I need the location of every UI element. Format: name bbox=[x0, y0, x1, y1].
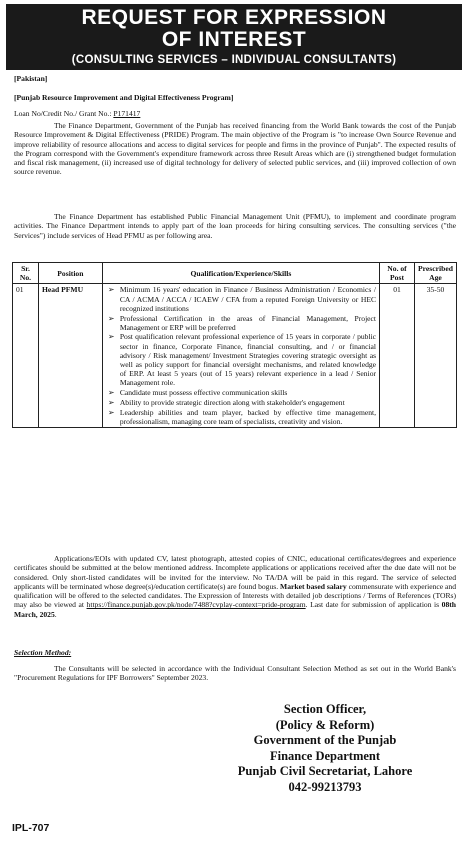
signature-line-2: (Policy & Reform) bbox=[275, 717, 375, 732]
cell-qualification bbox=[102, 284, 379, 428]
application-text-b: commensurate with experience and qualification will be offered to the selected candidates. The Expression of Interests with detailed job descriptions / Terms of References (TORs) may also be viewed at bbox=[14, 581, 456, 610]
loan-line bbox=[14, 109, 140, 118]
list-item bbox=[106, 408, 376, 426]
intro-paragraph: The Finance Department, Government of the Punjab has received financing from the World Bank towards the cost of the Punjab Resource Improvement & Digital Effectiveness (PRIDE) Program. The main objective of the Program is "to increase Own Source Revenue and improve reliability of resource allocations and access to digital services for people and firms in the province of Punjab". The expected results of the Program correspond with the Government's expenditure framework across three Result Areas which are (i) strengthened budget formulation and fiscal risk management, (ii) increased use of digital technology for delivery of selected public services, and (iii) improved collection of own source revenue. bbox=[14, 121, 456, 177]
cell-position: Head PFMU bbox=[38, 284, 102, 428]
title-banner bbox=[6, 4, 462, 70]
subtitle: (CONSULTING SERVICES – INDIVIDUAL CONSULTANTS) bbox=[71, 54, 397, 66]
country-label: [Pakistan] bbox=[14, 74, 48, 83]
ipl-number: IPL-707 bbox=[12, 822, 50, 834]
header-age: Prescribed Age bbox=[414, 263, 456, 284]
application-text-a: Applications/EOIs with updated CV, latest photograph, attested copies of CNIC, educational certificates/degrees and experience certificates should be submitted at the below mentioned address. Incomplete applications or applications received after the due date will not be considered. Only short-listed candidates will be invited for the interview. No TA/DA will be paid in this regard. The service of selected applicants will be terminated whose degree(s)/education certificate(s) are found bogus. bbox=[14, 554, 456, 591]
header-position: Position bbox=[38, 263, 102, 284]
header-sr: Sr. No. bbox=[13, 263, 39, 284]
application-text-c: . Last date for submission of application is bbox=[305, 600, 442, 610]
selection-paragraph: The Consultants will be selected in accordance with the Individual Consultant Selection Method as set out in the World Bank's "Procurement Regulations for IPF Borrowers" September 2023. bbox=[14, 664, 456, 683]
cell-sr: 01 bbox=[13, 284, 39, 428]
list-item bbox=[106, 332, 376, 387]
qualification-text: Candidate must possess effective communication skills bbox=[119, 388, 288, 398]
arrow-bullet-icon: ➢ bbox=[107, 313, 115, 323]
application-paragraph bbox=[14, 554, 456, 619]
list-item bbox=[106, 398, 376, 407]
signature-line-5: Punjab Civil Secretariat, Lahore bbox=[237, 764, 413, 778]
deadline-date: 08th March, 2025 bbox=[14, 600, 456, 619]
table-header-row bbox=[13, 263, 457, 284]
pfmu-paragraph: The Finance Department has established Public Financial Management Unit (PFMU), to implement and coordinate program activities. The Finance Department intends to apply part of the loan proceeds for hiring consulting services. The consulting services ("the Services") include services of Head PFMU as per following area. bbox=[14, 212, 456, 240]
cell-age: 35-50 bbox=[414, 284, 456, 428]
qualification-text: Professional Certification in the areas of Financial Management, Project Management or ERP will be preferred bbox=[119, 313, 377, 332]
program-label: [Punjab Resource Improvement and Digital Effectiveness Program] bbox=[14, 93, 234, 102]
salary-text: Market based salary bbox=[280, 581, 347, 591]
arrow-bullet-icon: ➢ bbox=[107, 407, 115, 417]
signature-line-1: Section Officer, bbox=[283, 702, 367, 716]
title-line-2: OF INTEREST bbox=[161, 28, 307, 51]
selection-heading: Selection Method: bbox=[14, 648, 72, 657]
header-qualification: Qualification/Experience/Skills bbox=[102, 263, 379, 284]
deadline-end: . bbox=[54, 609, 57, 619]
qualification-text: Post qualification relevant professional experience of 15 years in corporate / public sector in finance, Corporate Finance, financial consulting, and / or financial advisory / Risk management/ Investment Strategies covering strategic oversight as well as policy support for financial oversight mechanisms, and related knowledge of ERP. At least 5 years (out of 15 years) relevant experience in a lead / Senior Management role. bbox=[119, 332, 377, 388]
arrow-bullet-icon: ➢ bbox=[107, 397, 115, 407]
tor-link[interactable]: https://finance.punjab.gov.pk/node/7488?cvplay-context=pride-program bbox=[86, 600, 306, 610]
cell-posts: 01 bbox=[380, 284, 415, 428]
signature-line-3: Government of the Punjab bbox=[253, 733, 397, 747]
signature-line-6: 042-99213793 bbox=[288, 779, 362, 794]
position-table bbox=[12, 262, 457, 428]
list-item bbox=[106, 314, 376, 332]
signature-block bbox=[200, 702, 450, 795]
arrow-bullet-icon: ➢ bbox=[107, 332, 115, 342]
header-posts: No. of Post bbox=[380, 263, 415, 284]
table-row bbox=[13, 284, 457, 428]
loan-number: P171417 bbox=[113, 109, 141, 118]
loan-label: Loan No/Credit No./ Grant No.: bbox=[14, 109, 114, 118]
qualification-list bbox=[106, 285, 376, 426]
title-line-1: REQUEST FOR EXPRESSION bbox=[81, 6, 387, 29]
qualification-text: Ability to provide strategic direction along with stakeholder's engagement bbox=[119, 397, 345, 407]
qualification-text: Minimum 16 years' education in Finance / Business Administration / Economics / CA / ACMA / ACCA / ICAEW / CFA from a reputed Foreign University or HEC recognized institutions bbox=[119, 285, 377, 313]
signature-line-4: Finance Department bbox=[269, 748, 381, 763]
qualification-text: Leadership abilities and team player, backed by effective time management, professionalism, managing core team of specialists, creativity and vision. bbox=[119, 407, 377, 426]
list-item bbox=[106, 388, 376, 397]
arrow-bullet-icon: ➢ bbox=[107, 388, 115, 398]
arrow-bullet-icon: ➢ bbox=[107, 285, 115, 295]
list-item bbox=[106, 285, 376, 313]
